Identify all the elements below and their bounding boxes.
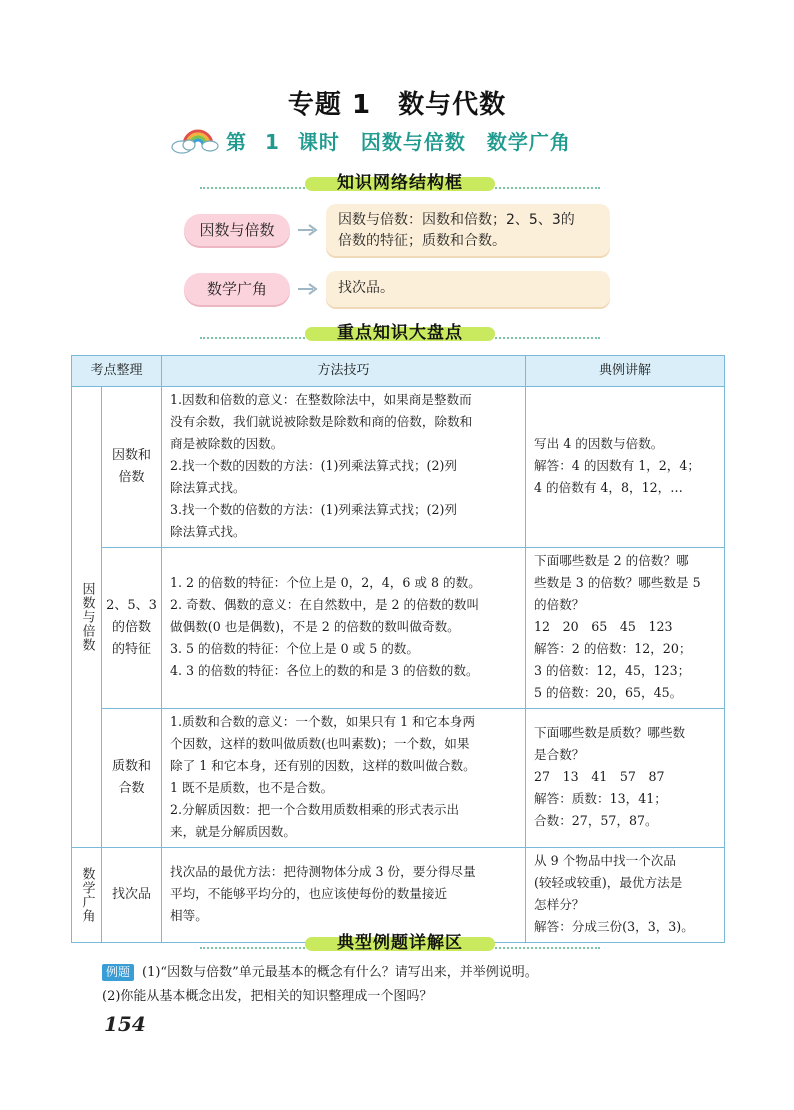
method-cell xyxy=(162,387,526,548)
table-row xyxy=(72,709,725,848)
example-line: 是合数？ xyxy=(534,747,585,762)
detail-line: 倍数的特征；质数和合数。 xyxy=(338,233,506,249)
detail-line: 因数与倍数：因数和倍数；2、5、3的 xyxy=(338,212,575,228)
example-problem-line-1 xyxy=(102,962,538,984)
table-row xyxy=(72,387,725,548)
example-tag: 例题 xyxy=(102,964,134,981)
example-line: 的倍数？ xyxy=(534,597,585,612)
method-line: 3.找一个数的倍数的方法：(1)列乘法算式找；(2)列 xyxy=(170,502,457,517)
subtopic-line: 因数和 xyxy=(112,448,152,463)
example-line: 写出 4 的因数与倍数。 xyxy=(534,436,664,451)
method-line: 相等。 xyxy=(170,908,208,923)
method-line: 1.质数和合数的意义：一个数，如果只有 1 和它本身两 xyxy=(170,714,476,729)
method-line: 平均，不能够平均分的，也应该使每份的数量接近 xyxy=(170,886,448,901)
topic-title: 专题 1 数与代数 xyxy=(287,90,507,120)
method-line: 2.找一个数的因数的方法：(1)列乘法算式找；(2)列 xyxy=(170,458,457,473)
subtopic-line: 的倍数 xyxy=(112,620,152,635)
method-line: 1 既不是质数，也不是合数。 xyxy=(170,780,334,795)
example-line: 解答：4 的因数有 1，2，4； xyxy=(534,458,701,473)
example-problem-line-2: (2)你能从基本概念出发，把相关的知识整理成一个图吗？ xyxy=(102,989,433,1004)
section-banner-keypoints xyxy=(200,318,600,346)
arrow-right-icon xyxy=(298,224,320,236)
arrow-right-icon xyxy=(298,283,320,295)
category-cell: 数学广角 xyxy=(72,848,102,943)
example-line: 些数是 3 的倍数？哪些数是 5 xyxy=(534,575,701,590)
lesson-header xyxy=(170,122,571,158)
section-title: 知识网络结构框 xyxy=(337,173,463,193)
example-line: 4 的倍数有 4，8，12，… xyxy=(534,480,683,495)
example-line: 从 9 个物品中找一个次品 xyxy=(534,853,676,868)
method-line: 1.因数和倍数的意义：在整数除法中，如果商是整数而 xyxy=(170,392,472,407)
example-line: 解答：2 的倍数：12，20； xyxy=(534,641,692,656)
network-node-label: 数学广角 xyxy=(184,273,290,305)
method-line: 除了 1 和它本身，还有别的因数，这样的数叫做合数。 xyxy=(170,758,476,773)
method-line: 2.分解质因数：把一个合数用质数相乘的形式表示出 xyxy=(170,802,460,817)
subtopic-line: 合数 xyxy=(118,781,145,796)
example-line: 解答：质数：13，41； xyxy=(534,791,667,806)
method-line: 个因数，这样的数叫做质数(也叫素数)；一个数，如果 xyxy=(170,736,470,751)
lesson-title: 第 1 课时 因数与倍数 数学广角 xyxy=(226,129,571,154)
network-node-detail xyxy=(326,204,610,256)
rainbow-cloud-icon xyxy=(170,125,220,155)
section-title: 重点知识大盘点 xyxy=(337,323,463,343)
column-header: 方法技巧 xyxy=(162,356,526,387)
method-line: 来，就是分解质因数。 xyxy=(170,824,296,839)
method-cell xyxy=(162,709,526,848)
example-question-text: (1)“因数与倍数”单元最基本的概念有什么？请写出来，并举例说明。 xyxy=(142,965,538,980)
example-line: 下面哪些数是 2 的倍数？哪 xyxy=(534,553,689,568)
example-line: 合数：27，57，87。 xyxy=(534,813,658,828)
subtopic-cell xyxy=(102,848,162,943)
method-line: 4. 3 的倍数的特征：各位上的数的和是 3 的倍数的数。 xyxy=(170,663,479,678)
example-line: 27 13 41 57 87 xyxy=(534,769,665,784)
detail-line: 找次品。 xyxy=(338,280,394,296)
section-title: 典型例题详解区 xyxy=(337,933,463,953)
column-header: 考点整理 xyxy=(72,356,162,387)
method-line: 商是被除数的因数。 xyxy=(170,436,284,451)
subtopic-line: 找次品 xyxy=(112,887,152,902)
example-line: 解答：分成三份(3，3，3)。 xyxy=(534,919,694,934)
method-line: 3. 5 的倍数的特征：个位上是 0 或 5 的数。 xyxy=(170,641,419,656)
subtopic-cell xyxy=(102,387,162,548)
example-line: 12 20 65 45 123 xyxy=(534,619,673,634)
subtopic-line: 质数和 xyxy=(112,759,152,774)
section-banner-examples xyxy=(200,928,600,956)
method-line: 做偶数(0 也是偶数)，不是 2 的倍数的数叫做奇数。 xyxy=(170,619,460,634)
network-node-detail xyxy=(326,271,610,307)
method-line: 除法算式找。 xyxy=(170,524,246,539)
method-line: 1. 2 的倍数的特征：个位上是 0，2，4，6 或 8 的数。 xyxy=(170,575,481,590)
example-cell xyxy=(526,387,725,548)
category-cell: 因数与倍数 xyxy=(72,387,102,848)
network-node-label: 因数与倍数 xyxy=(184,214,290,246)
example-line: 5 的倍数：20，65，45。 xyxy=(534,685,683,700)
page-number: 154 xyxy=(104,1012,146,1036)
example-line: (较轻或较重)，最优方法是 xyxy=(534,875,683,890)
column-header: 典例讲解 xyxy=(526,356,725,387)
method-line: 2. 奇数、偶数的意义：在自然数中，是 2 的倍数的数叫 xyxy=(170,597,480,612)
example-line: 3 的倍数：12，45，123； xyxy=(534,663,691,678)
keypoints-table xyxy=(71,355,725,943)
example-cell xyxy=(526,709,725,848)
subtopic-cell xyxy=(102,709,162,848)
subtopic-line: 的特征 xyxy=(112,642,152,657)
example-line: 怎样分？ xyxy=(534,897,585,912)
method-line: 找次品的最优方法：把待测物体分成 3 份，要分得尽量 xyxy=(170,864,476,879)
subtopic-cell xyxy=(102,548,162,709)
subtopic-line: 倍数 xyxy=(118,470,145,485)
example-line: 下面哪些数是质数？哪些数 xyxy=(534,725,686,740)
method-line: 除法算式找。 xyxy=(170,480,246,495)
method-line: 没有余数，我们就说被除数是除数和商的倍数，除数和 xyxy=(170,414,473,429)
table-row xyxy=(72,548,725,709)
subtopic-line: 2、5、3 xyxy=(106,598,157,613)
section-banner-network xyxy=(200,168,600,196)
example-cell xyxy=(526,548,725,709)
table-header-row xyxy=(72,356,725,387)
method-cell xyxy=(162,548,526,709)
